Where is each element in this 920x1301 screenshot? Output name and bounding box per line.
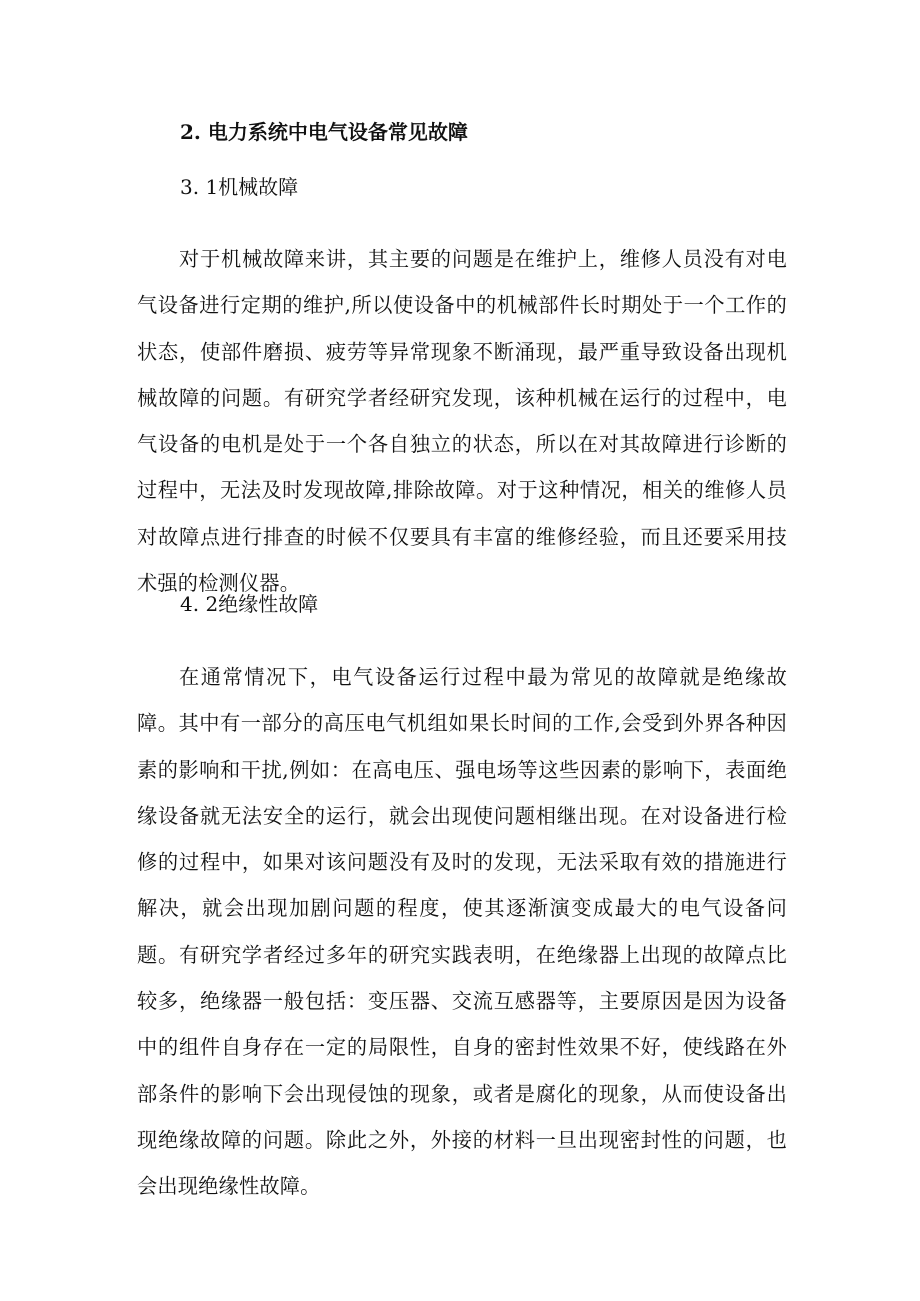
- paragraph-mechanical-fault: 对于机械故障来讲，其主要的问题是在维护上，维修人员没有对电气设备进行定期的维护,所以使设备中的机械部件长时期处于一个工作的状态，使部件磨损、疲劳等异常现象不断涌现，最严重导致设备出现机械故障的问题。有研究学者经研究发现，该种机械在运行的过程中，电气设备的电机是处于一个各自独立的状态，所以在对其故障进行诊断的过程中，无法及时发现故障,排除故障。对于这种情况，相关的维修人员对故障点进行排查的时候不仅要具有丰富的维修经验，而且还要采用技术强的检测仪器。: [137, 247, 787, 596]
- section-heading: 2. 电力系统中电气设备常见故障: [180, 120, 468, 144]
- subsection-heading-insulation-fault: 4. 2绝缘性故障: [180, 592, 319, 616]
- paragraph-insulation-fault: 在通常情况下，电气设备运行过程中最为常见的故障就是绝缘故障。其中有一部分的高压电气机组如果长时间的工作,会受到外界各种因素的影响和干扰,例如：在高电压、强电场等这些因素的影响下，表面绝缘设备就无法安全的运行，就会出现使问题相继出现。在对设备进行检修的过程中，如果对该问题没有及时的发现，无法采取有效的措施进行解决，就会出现加剧问题的程度，使其逐渐演变成最大的电气设备问题。有研究学者经过多年的研究实践表明，在绝缘器上出现的故障点比较多，绝缘器一般包括：变压器、交流互感器等，主要原因是因为设备中的组件自身存在一定的局限性，自身的密封性效果不好，使线路在外部条件的影响下会出现侵蚀的现象，或者是腐化的现象，从而使设备出现绝缘故障的问题。除此之外，外接的材料一旦出现密封性的问题，也会出现绝缘性故障。: [137, 665, 787, 1199]
- subsection-heading-mechanical-fault: 3. 1机械故障: [180, 175, 299, 199]
